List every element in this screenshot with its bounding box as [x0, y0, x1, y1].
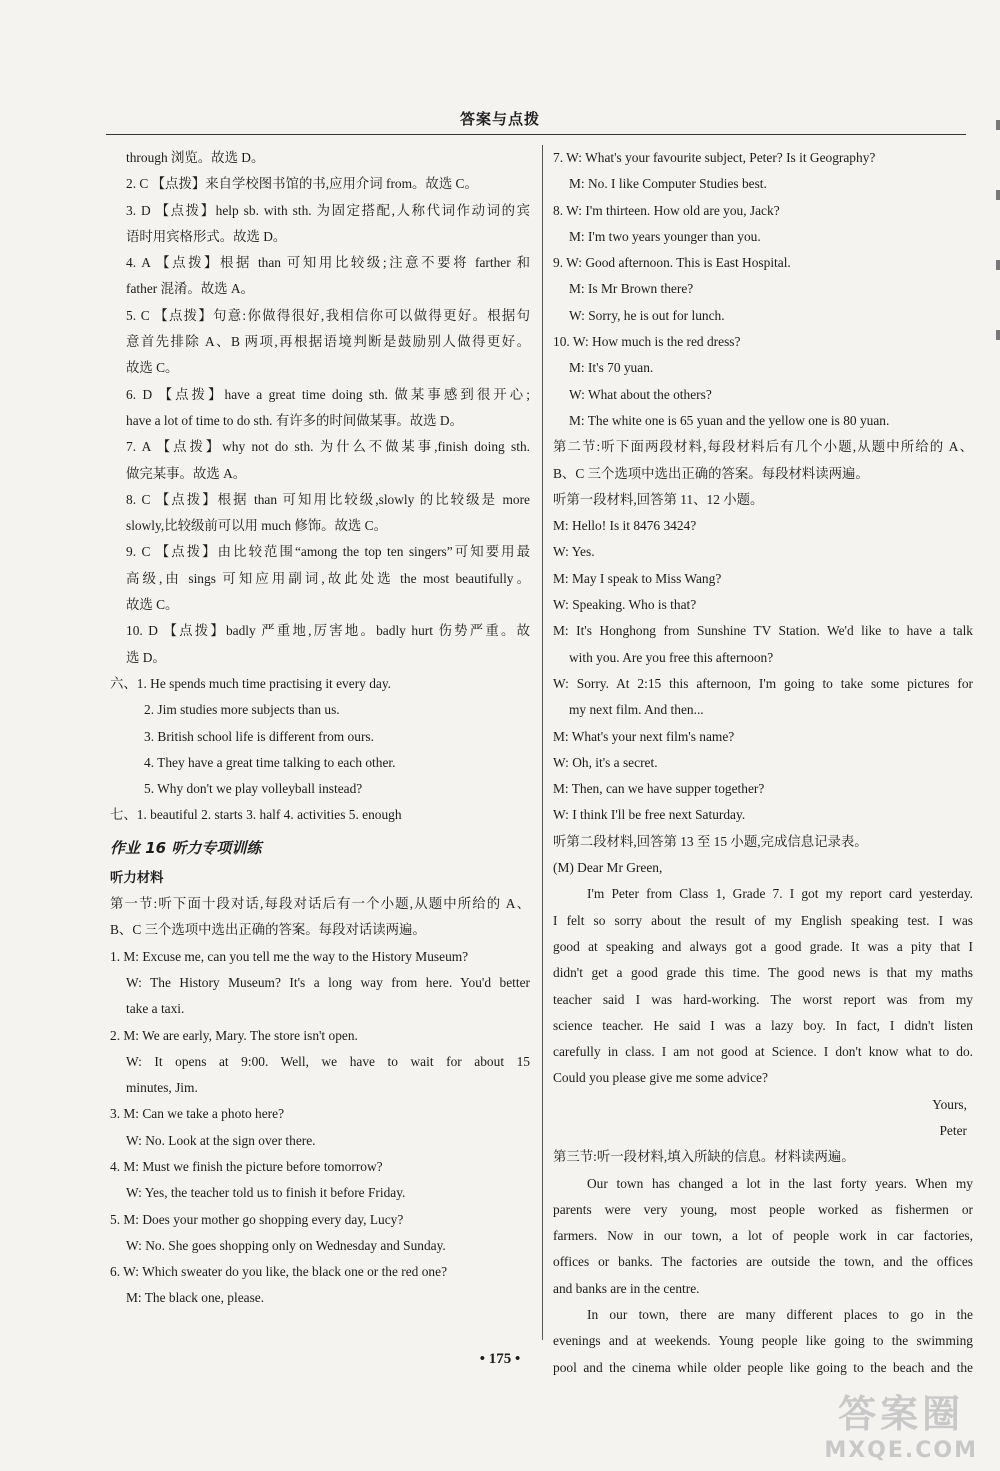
text-line: W: The History Museum? It's a long way from here. You'd better: [126, 974, 530, 990]
text-line: good at speaking and always got a good grade. It was a pity that I: [553, 938, 973, 954]
text-line: 8. C 【点拨】根据 than 可知用比较级,slowly 的比较级是 more: [126, 491, 530, 507]
text-line: 8. W: I'm thirteen. How old are you, Jack?: [553, 202, 780, 218]
text-line: 七、1. beautiful 2. starts 3. half 4. activities 5. enough: [110, 807, 402, 823]
text-line: evenings and at weekends. Young people like going to the swimming: [553, 1333, 973, 1349]
text-line: B、C 三个选项中选出正确的答案。每段对话读两遍。: [110, 922, 426, 938]
text-line: (M) Dear Mr Green,: [553, 860, 663, 876]
text-line: M: Hello! Is it 8476 3424?: [553, 518, 697, 534]
text-line: and banks are in the centre.: [553, 1280, 700, 1296]
text-line: science teacher. He said I was a lazy boy. In fact, I didn't listen: [553, 1017, 973, 1033]
text-line: W: Speaking. Who is that?: [553, 597, 697, 613]
text-line: In our town, there are many different places to go in the: [587, 1307, 973, 1323]
text-line: 第一节:听下面十段对话,每段对话后有一个小题,从题中所给的 A、: [110, 896, 530, 912]
page-number: • 175 •: [479, 1351, 521, 1367]
text-line: 6. D 【点拨】have a great time doing sth. 做某事感到很开心;: [126, 386, 530, 402]
watermark-logo-text: 答案圈: [838, 1392, 965, 1436]
text-line: M: Is Mr Brown there?: [569, 281, 694, 297]
text-line: 六、1. He spends much time practising it every day.: [110, 675, 392, 691]
text-line: 4. They have a great time talking to each other.: [144, 754, 396, 770]
text-line: W: It opens at 9:00. Well, we have to wait for about 15: [126, 1053, 530, 1069]
text-line: father 混淆。故选 A。: [126, 281, 254, 297]
site-watermark: [824, 1383, 978, 1463]
text-line: B、C 三个选项中选出正确的答案。每段材料读两遍。: [553, 465, 869, 481]
text-line: M: The black one, please.: [126, 1290, 265, 1306]
header-rule: [106, 134, 966, 135]
text-line: I felt so sorry about the result of my English speaking test. I was: [553, 912, 973, 928]
text-line: didn't get a good grade this time. The good news is that my maths: [553, 965, 973, 981]
text-line: W: Sorry. At 2:15 this afternoon, I'm going to take some pictures for: [553, 675, 973, 691]
text-line: 选 D。: [126, 649, 166, 665]
text-line: with you. Are you free this afternoon?: [569, 649, 774, 665]
text-line: 2. C 【点拨】来自学校图书馆的书,应用介词 from。故选 C。: [126, 176, 478, 192]
text-line: 作业 16 听力专项训练: [110, 838, 262, 857]
text-line: M: It's Honghong from Sunshine TV Station. We'd like to have a talk: [553, 623, 973, 639]
text-line: pool and the cinema while older people like going to the beach and the: [553, 1359, 973, 1375]
text-line: W: Sorry, he is out for lunch.: [569, 307, 725, 323]
text-line: M: No. I like Computer Studies best.: [569, 176, 767, 192]
text-line: farmers. Now in our town, a lot of people work in car factories,: [553, 1228, 973, 1244]
text-line: 2. M: We are early, Mary. The store isn't open.: [110, 1027, 358, 1043]
text-line: 意首先排除 A、B 两项,再根据语境判断是鼓励别人做得更好。: [126, 334, 530, 350]
text-line: 2. Jim studies more subjects than us.: [144, 702, 340, 718]
text-line: minutes, Jim.: [126, 1080, 198, 1096]
text-line: W: What about the others?: [569, 386, 712, 402]
text-line: 故选 C。: [126, 597, 179, 613]
text-line: Yours,: [932, 1096, 967, 1112]
text-line: 做完某事。故选 A。: [126, 465, 247, 481]
text-line: Could you please give me some advice?: [553, 1070, 768, 1086]
text-line: through 浏览。故选 D。: [126, 150, 265, 165]
text-line: 6. W: Which sweater do you like, the black one or the red one?: [110, 1264, 448, 1280]
text-line: 9. W: Good afternoon. This is East Hospital.: [553, 255, 791, 271]
text-line: 9. C 【点拨】由比较范围“among the top ten singers”可知要用最: [126, 544, 530, 560]
text-line: 10. D 【点拨】badly 严重地,厉害地。badly hurt 伤势严重。故: [126, 623, 530, 639]
text-line: W: No. She goes shopping only on Wednesday and Sunday.: [126, 1237, 446, 1253]
text-line: 5. M: Does your mother go shopping every day, Lucy?: [110, 1211, 404, 1227]
text-line: 听第二段材料,回答第 13 至 15 小题,完成信息记录表。: [553, 833, 868, 849]
text-line: 语时用宾格形式。故选 D。: [126, 228, 287, 244]
running-header: [0, 108, 1000, 136]
text-line: 1. M: Excuse me, can you tell me the way to the History Museum?: [110, 948, 469, 964]
text-line: M: It's 70 yuan.: [569, 360, 654, 376]
text-line: 第二节:听下面两段材料,每段材料后有几个小题,从题中所给的 A、: [553, 439, 973, 455]
text-line: 听第一段材料,回答第 11、12 小题。: [553, 491, 764, 507]
text-line: M: Then, can we have supper together?: [553, 781, 765, 797]
text-line: 10. W: How much is the red dress?: [553, 334, 741, 350]
text-line: 3. D 【点拨】help sb. with sth. 为固定搭配,人称代词作动词的宾: [126, 202, 530, 218]
text-line: 听力材料: [110, 869, 164, 885]
text-line: Our town has changed a lot in the last forty years. When my: [587, 1175, 973, 1191]
text-line: W: I think I'll be free next Saturday.: [553, 807, 746, 823]
text-line: my next film. And then...: [569, 702, 704, 718]
text-line: W: Oh, it's a secret.: [553, 754, 658, 770]
text-line: 7. W: What's your favourite subject, Peter? Is it Geography?: [553, 150, 876, 165]
text-line: M: I'm two years younger than you.: [569, 228, 761, 244]
text-line: W: Yes.: [553, 544, 595, 560]
text-line: teacher said I was hard-working. The worst report was from my: [553, 991, 973, 1007]
scan-edge-marks: [994, 120, 1000, 420]
text-line: parents were very young, most people worked as fishermen or: [553, 1201, 973, 1217]
text-line: 4. A 【点拨】根据 than 可知用比较级;注意不要将 farther 和: [126, 255, 530, 271]
text-line: carefully in class. I am not good at Science. I don't know what to do.: [553, 1044, 973, 1060]
text-line: have a lot of time to do sth. 有许多的时间做某事。故选 D。: [126, 412, 463, 428]
text-line: 5. C 【点拨】句意:你做得很好,我相信你可以做得更好。根据句: [126, 307, 530, 323]
text-line: 3. British school life is different from ours.: [144, 728, 374, 744]
text-line: 高级,由 sings 可知应用副词,故此处选 the most beautifully。: [126, 570, 530, 586]
header-title: 答案与点拨: [459, 110, 540, 128]
text-line: slowly,比较级前可以用 much 修饰。故选 C。: [126, 518, 387, 534]
left-column: [110, 145, 530, 1312]
text-line: W: Yes, the teacher told us to finish it before Friday.: [126, 1185, 406, 1201]
text-line: 7. A 【点拨】why not do sth. 为什么不做某事,finish doing sth.: [126, 439, 530, 455]
text-line: M: The white one is 65 yuan and the yellow one is 80 yuan.: [569, 412, 890, 428]
text-line: take a taxi.: [126, 1001, 185, 1017]
right-column: [553, 145, 973, 1381]
text-line: 第三节:听一段材料,填入所缺的信息。材料读两遍。: [553, 1149, 855, 1165]
text-line: 5. Why don't we play volleyball instead?: [144, 781, 363, 797]
text-line: 4. M: Must we finish the picture before tomorrow?: [110, 1158, 383, 1174]
text-line: M: What's your next film's name?: [553, 728, 735, 744]
text-line: M: May I speak to Miss Wang?: [553, 570, 722, 586]
text-line: Peter: [939, 1122, 967, 1138]
text-line: 3. M: Can we take a photo here?: [110, 1106, 285, 1122]
text-line: offices or banks. The factories are outside the town, and the offices: [553, 1254, 973, 1270]
column-divider: [542, 145, 543, 1340]
text-line: I'm Peter from Class 1, Grade 7. I got my report card yesterday.: [587, 886, 973, 902]
text-line: 故选 C。: [126, 360, 179, 376]
text-line: W: No. Look at the sign over there.: [126, 1132, 316, 1148]
watermark-url: MXQE.COM: [824, 1438, 978, 1463]
